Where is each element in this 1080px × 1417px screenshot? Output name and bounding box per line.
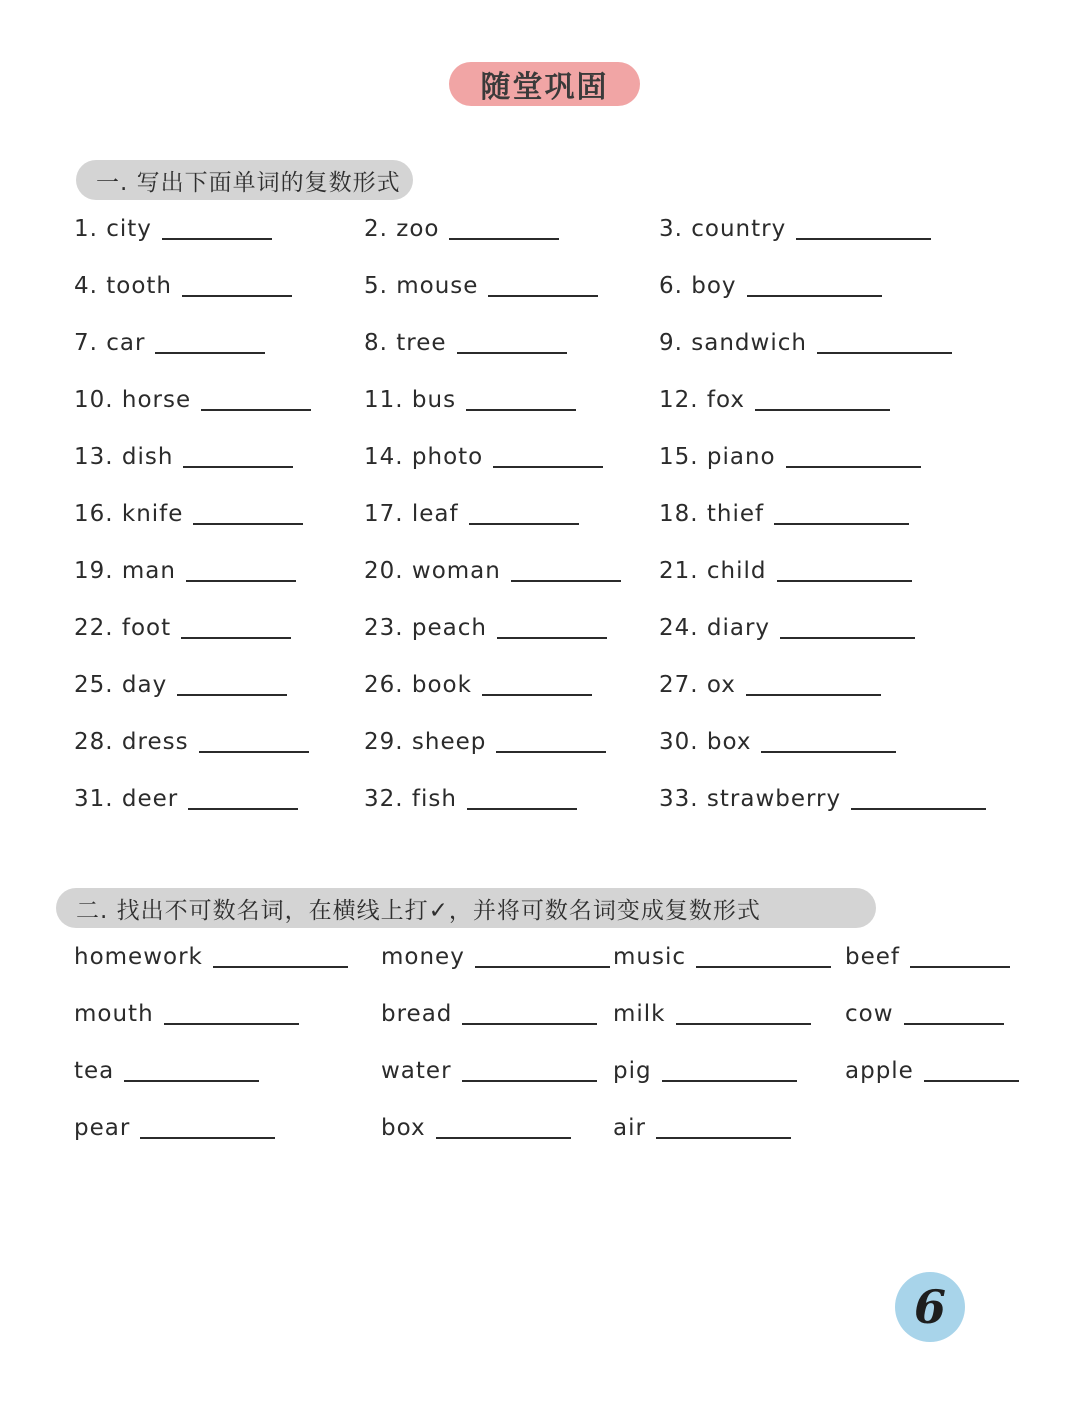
answer-blank[interactable] [182,295,292,297]
answer-blank[interactable] [140,1137,275,1139]
answer-blank[interactable] [774,523,909,525]
exercise-item: 17. leaf [364,485,659,542]
answer-blank[interactable] [755,409,890,411]
answer-blank[interactable] [747,295,882,297]
exercise-item: bread [381,985,613,1042]
exercise-item: 14. photo [364,428,659,485]
answer-blank[interactable] [462,1023,597,1025]
answer-blank[interactable] [183,466,293,468]
answer-blank[interactable] [910,966,1010,968]
exercise-item: 26. book [364,656,659,713]
exercise-item: apple [845,1042,1019,1099]
exercise-item: 31. deer [74,770,364,827]
answer-blank[interactable] [924,1080,1019,1082]
answer-blank[interactable] [488,295,598,297]
answer-blank[interactable] [193,523,303,525]
answer-blank[interactable] [467,808,577,810]
answer-blank[interactable] [746,694,881,696]
exercise-item: homework [74,928,381,985]
exercise-item: 27. ox [659,656,1014,713]
exercise-item: 6. boy [659,257,1014,314]
answer-blank[interactable] [696,966,831,968]
exercise-item: 24. diary [659,599,1014,656]
answer-blank[interactable] [188,808,298,810]
exercise-item: milk [613,985,845,1042]
answer-blank[interactable] [817,352,952,354]
exercise-item: 25. day [74,656,364,713]
exercise-item: 8. tree [364,314,659,371]
exercise-item: 21. child [659,542,1014,599]
exercise-item: water [381,1042,613,1099]
exercise-item: air [613,1099,845,1156]
exercise-item: money [381,928,613,985]
answer-blank[interactable] [511,580,621,582]
answer-blank[interactable] [462,1080,597,1082]
exercise-item: 13. dish [74,428,364,485]
answer-blank[interactable] [466,409,576,411]
answer-blank[interactable] [436,1137,571,1139]
answer-blank[interactable] [676,1023,811,1025]
exercise-item: pig [613,1042,845,1099]
answer-blank[interactable] [662,1080,797,1082]
exercise-item: tea [74,1042,381,1099]
answer-blank[interactable] [457,352,567,354]
exercise-item: box [381,1099,613,1156]
answer-blank[interactable] [796,238,931,240]
answer-blank[interactable] [181,637,291,639]
exercise-item: 5. mouse [364,257,659,314]
answer-blank[interactable] [186,580,296,582]
exercise-item: pear [74,1099,381,1156]
exercise-item: mouth [74,985,381,1042]
answer-blank[interactable] [177,694,287,696]
answer-blank[interactable] [777,580,912,582]
exercise-item: 1. city [74,200,364,257]
answer-blank[interactable] [475,966,610,968]
exercise-item: 10. horse [74,371,364,428]
exercise-item: 23. peach [364,599,659,656]
answer-blank[interactable] [124,1080,259,1082]
answer-blank[interactable] [162,238,272,240]
answer-blank[interactable] [851,808,986,810]
answer-blank[interactable] [164,1023,299,1025]
exercise-item: 15. piano [659,428,1014,485]
answer-blank[interactable] [761,751,896,753]
exercise-item: cow [845,985,1019,1042]
answer-blank[interactable] [482,694,592,696]
section-2-heading: 二. 找出不可数名词，在横线上打✓，并将可数名词变成复数形式 [56,888,876,928]
answer-blank[interactable] [449,238,559,240]
answer-blank[interactable] [656,1137,791,1139]
answer-blank[interactable] [213,966,348,968]
answer-blank[interactable] [786,466,921,468]
exercise-item: 12. fox [659,371,1014,428]
countable-exercise-grid [74,928,1019,1156]
page-number-badge: 6 [895,1272,965,1342]
exercise-item: 9. sandwich [659,314,1014,371]
page-title: 随堂巩固 [449,62,640,106]
exercise-item: 32. fish [364,770,659,827]
exercise-item: 7. car [74,314,364,371]
exercise-item: music [613,928,845,985]
exercise-item: beef [845,928,1019,985]
answer-blank[interactable] [496,751,606,753]
exercise-item: 29. sheep [364,713,659,770]
exercise-item: 16. knife [74,485,364,542]
exercise-item: 33. strawberry [659,770,1014,827]
exercise-item: 20. woman [364,542,659,599]
answer-blank[interactable] [493,466,603,468]
answer-blank[interactable] [497,637,607,639]
section-1-heading: 一. 写出下面单词的复数形式 [76,160,413,200]
exercise-item: 30. box [659,713,1014,770]
answer-blank[interactable] [469,523,579,525]
exercise-item: 28. dress [74,713,364,770]
exercise-item: 2. zoo [364,200,659,257]
exercise-item: 3. country [659,200,1014,257]
exercise-item: 4. tooth [74,257,364,314]
plural-exercise-grid [74,200,1014,827]
exercise-item: 18. thief [659,485,1014,542]
answer-blank[interactable] [780,637,915,639]
answer-blank[interactable] [201,409,311,411]
answer-blank[interactable] [199,751,309,753]
exercise-item: 22. foot [74,599,364,656]
answer-blank[interactable] [155,352,265,354]
exercise-item: 11. bus [364,371,659,428]
exercise-item: 19. man [74,542,364,599]
answer-blank[interactable] [904,1023,1004,1025]
